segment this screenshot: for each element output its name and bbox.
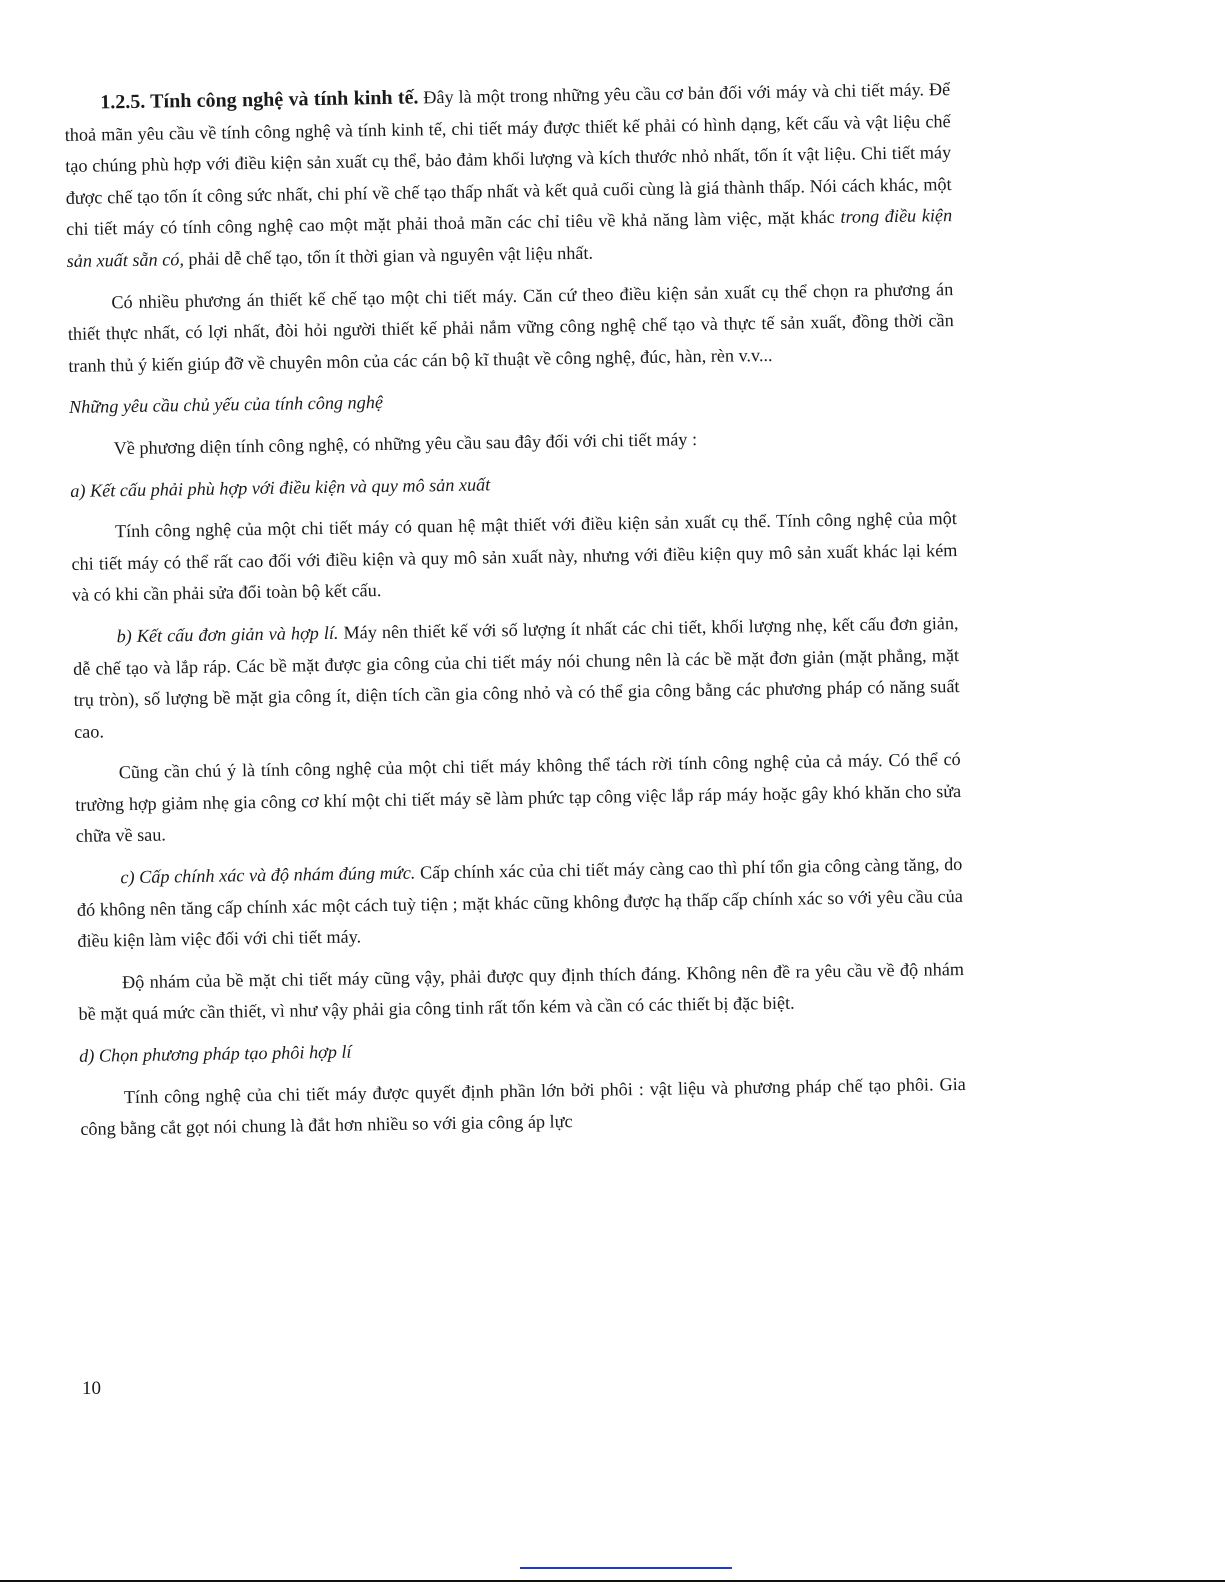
- page-number: 10: [82, 1378, 101, 1399]
- paragraph-c-text: Cấp chính xác của chi tiết máy càng cao thì phí tổn gia công càng tăng, do đó không nên tăng cấp chính xác một cách tuỳ tiện ; mặt khác cũng không được hạ thấp cấp chính xác so với yêu cầu của điều kiện làm việc đối với chi tiết máy.: [76, 854, 963, 952]
- paragraph-d: Tính công nghệ của chi tiết máy được quyết định phần lớn bởi phôi : vật liệu và phương pháp chế tạo phôi. Gia công bằng cắt gọt nói chung là đắt hơn nhiều so với gia công áp lực: [80, 1073, 966, 1140]
- heading-body-text: Đây là một trong những yêu cầu cơ bản đối với máy và chi tiết máy. Để thoả mãn yêu cầu về tính công nghệ và tính kinh tế, chi tiết máy được thiết kế phải có hình dạng, kết cấu và vật liệu chế tạo chúng phù hợp với điều kiện sản xuất cụ thể, bảo đảm khối lượng và kích thước nhỏ nhất, tốn ít vật liệu. Chi tiết máy được chế tạo tốn ít công sức nhất, chi phí về chế tạo thấp nhất và kết quả cuối cùng là giá thành thấp. Nói cách khác, một chi tiết máy có tính công nghệ cao một mặt phải thoả mãn các chỉ tiêu về khả năng làm việc, mặt khác: [64, 79, 952, 240]
- bottom-divider: [0, 1580, 1225, 1582]
- heading-italic-phrase: trong điều kiện sản xuất sẵn có,: [66, 205, 953, 271]
- document-page: [64, 74, 967, 1146]
- paragraph-requirements-intro: Về phương diện tính công nghệ, có những yêu cầu sau đây đối với chi tiết máy :: [113, 429, 698, 459]
- paragraph-assembly-note: Cũng cần chú ý là tính công nghệ của một chi tiết máy không thể tách rời tính công nghệ của cả máy. Có thể có trường hợp giảm nhẹ gia công cơ khí một chi tiết máy sẽ làm phức tạp công việc lắp ráp máy hoặc gây khó khăn cho sửa chữa về sau.: [75, 749, 962, 847]
- paragraph-roughness: Độ nhám của bề mặt chi tiết máy cũng vậy, phải được quy định thích đáng. Không nên đề ra yêu cầu về độ nhám bề mặt quá mức cần thiết, vì như vậy phải gia công tinh rất tốn kém và cần có các thiết bị đặc biệt.: [78, 958, 965, 1025]
- section-heading: 1.2.5. Tính công nghệ và tính kinh tế.: [100, 86, 419, 114]
- link-underline: [520, 1567, 732, 1569]
- subheading-c: c) Cấp chính xác và độ nhám đúng mức.: [120, 862, 416, 888]
- paragraph-b-text: Máy nên thiết kế với số lượng ít nhất các chi tiết, khối lượng nhẹ, kết cấu đơn giản, dễ chế tạo và lắp ráp. Các bề mặt được gia công của chi tiết máy nói chung nên là các bề mặt đơn giản (mặt phẳng, mặt trụ tròn), số lượng bề mặt gia công ít, diện tích cần gia công nhỏ và có thể gia công bằng các phương pháp có năng suất cao.: [72, 612, 960, 742]
- section-1-2-5: [64, 74, 953, 277]
- subheading-d: d) Chọn phương pháp tạo phôi hợp lí: [79, 1041, 352, 1066]
- paragraph-a: Tính công nghệ của một chi tiết máy có quan hệ mật thiết với điều kiện sản xuất cụ thể. Tính công nghệ của một chi tiết máy có thể rất cao đối với điều kiện và quy mô sản xuất này, nhưng với điều kiện quy mô sản xuất khác lại kém và có khi cần phải sửa đổi toàn bộ kết cấu.: [71, 508, 958, 606]
- subheading-a: a) Kết cấu phải phù hợp với điều kiện và quy mô sản xuất: [70, 473, 491, 501]
- paragraph-design-options: Có nhiều phương án thiết kế chế tạo một chi tiết máy. Căn cứ theo điều kiện sản xuất cụ thể chọn ra phương án thiết thực nhất, có lợi nhất, đòi hỏi người thiết kế phải nắm vững công nghệ chế tạo và thực tế sản xuất, đồng thời cần tranh thủ ý kiến giúp đỡ về chuyên môn của các cán bộ kĩ thuật về công nghệ, đúc, hàn, rèn v.v...: [67, 278, 954, 376]
- heading-tail-text: phải dễ chế tạo, tốn ít thời gian và nguyên vật liệu nhất.: [183, 242, 594, 270]
- subheading-b: b) Kết cấu đơn giản và hợp lí.: [116, 622, 339, 647]
- subheading-main-requirements: Những yêu cầu chủ yếu của tính công nghệ: [68, 392, 384, 418]
- paragraph-b: [72, 608, 960, 748]
- paragraph-c: [76, 849, 963, 958]
